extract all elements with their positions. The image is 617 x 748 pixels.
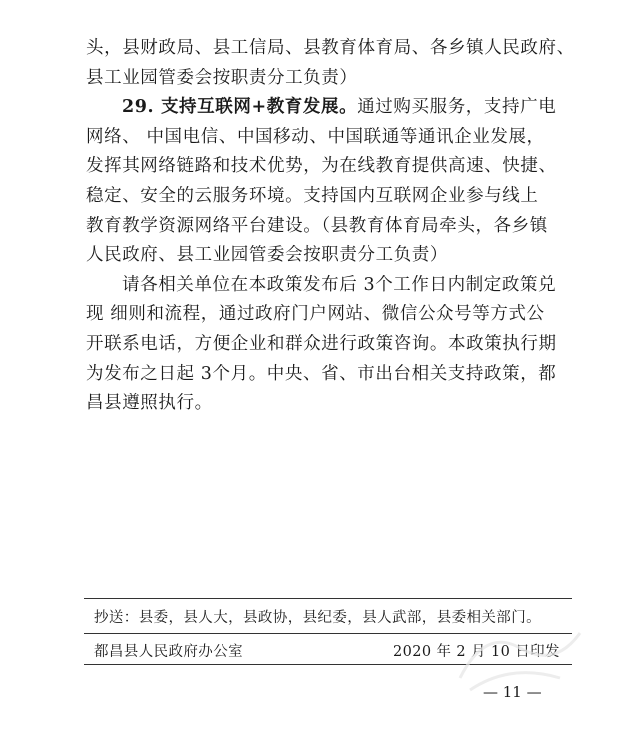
page-number: — 11 — (483, 683, 542, 701)
text-line-1: 头，县财政局、县工信局、县教育体育局、各乡镇人民政府、 (86, 38, 575, 58)
item-29-first-line (86, 93, 566, 123)
item-29-heading: 29. 支持互联网+教育发展。 (122, 97, 358, 118)
item-29-line-6: 人民政府、县工业园管委会按职责分工负责） (86, 245, 448, 266)
body-text (86, 34, 575, 419)
closing-line-5: 昌县遵照执行。 (86, 393, 213, 414)
closing-line-3: 开联系电话，方便企业和群众进行政策咨询。本政策执行期 (86, 333, 557, 354)
footer-rule-top (84, 598, 572, 599)
item-29-line-4: 稳定、安全的云服务环境。支持国内互联网企业参与线上 (86, 185, 539, 206)
item-29-line-5: 教育教学资源网络平台建设。（县教育体育局牵头，各乡镇 (86, 215, 548, 236)
item-29-line-2: 网络、 中国电信、中国移动、中国联通等通讯企业发展， (86, 126, 545, 147)
closing-line-2: 现 细则和流程，通过政府门户网站、微信公众号等方式公 (86, 304, 545, 325)
item-29-line-3: 发挥其网络链路和技术优势，为在线教育提供高速、快捷、 (86, 156, 557, 177)
text-line-2: 县工业园管委会按职责分工负责） (86, 67, 358, 88)
closing-line-1: 请各相关单位在本政策发布后 3个工作日内制定政策兑 (122, 274, 557, 295)
cc-line: 抄送：县委，县人大，县政协，县纪委，县人武部，县委相关部门。 (94, 610, 541, 626)
item-29-first-rest: 通过购买服务，支持广电 (357, 97, 557, 118)
footer-rule-middle (84, 633, 572, 634)
print-date: 2020 年 2 月 10 日印发 (393, 644, 560, 660)
closing-line-4: 为发布之日起 3个月。中央、省、市出台相关支持政策，都 (86, 363, 557, 384)
footer-rule-bottom (84, 664, 572, 665)
issuing-office: 都昌县人民政府办公室 (94, 644, 243, 660)
